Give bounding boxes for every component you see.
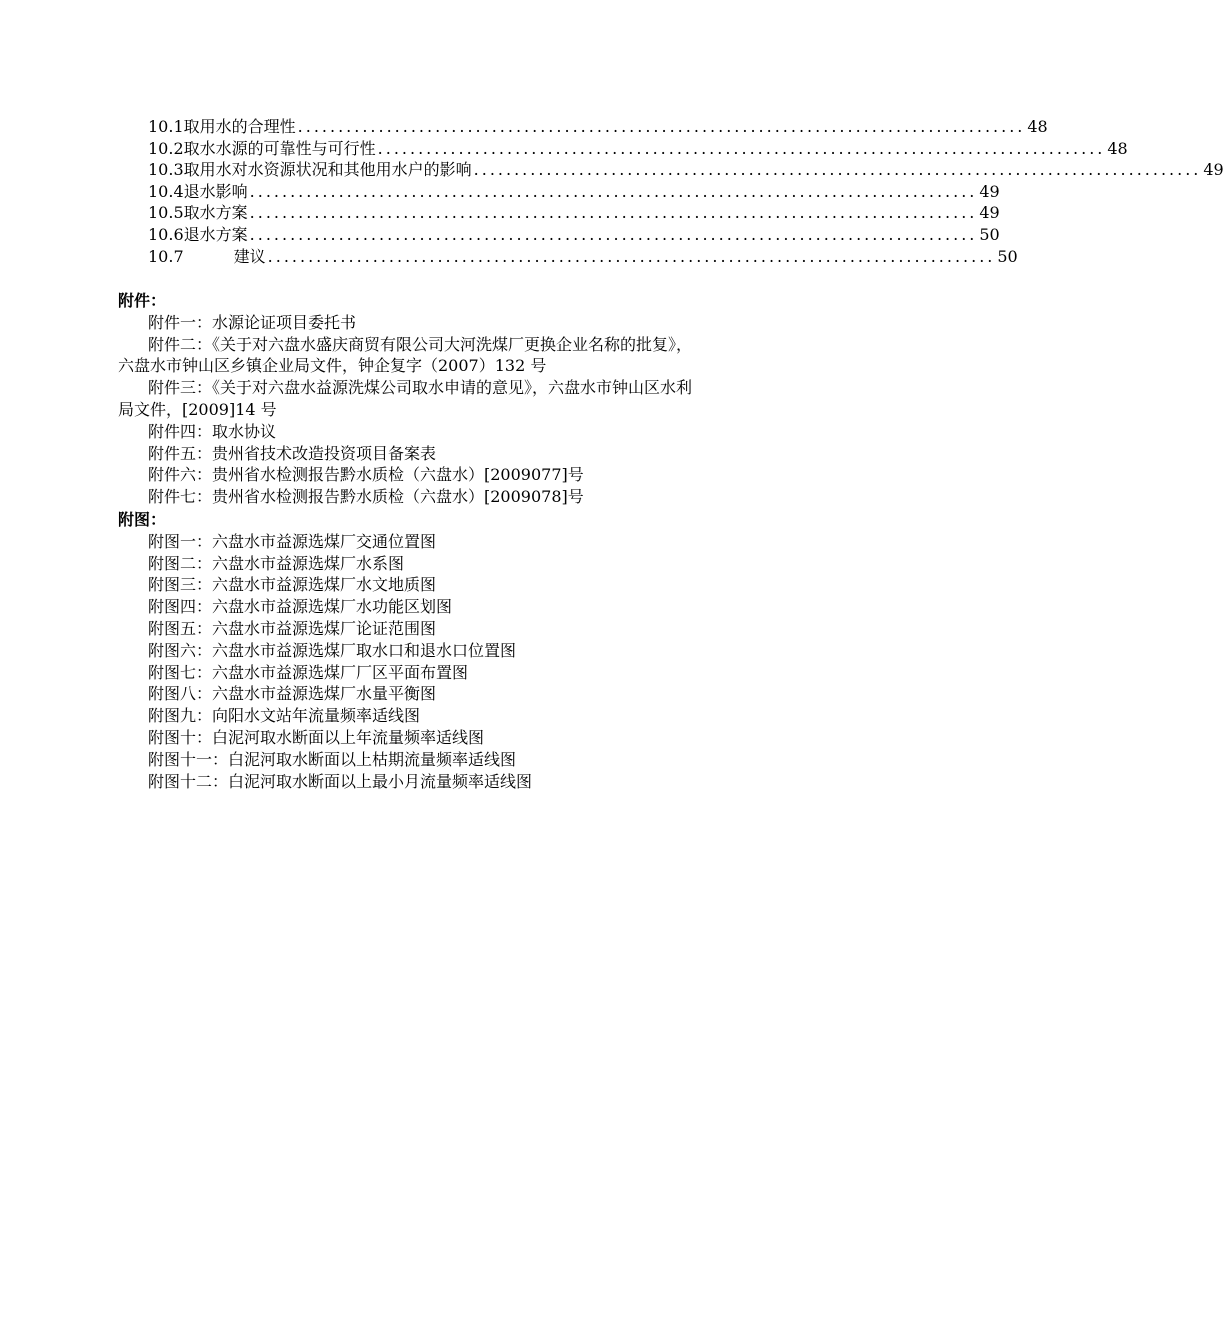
toc-page-number: 50 [979, 224, 1000, 244]
toc-leader: .......................................................................................... [297, 117, 1026, 136]
toc-number: 10.2 [148, 138, 184, 158]
figure-item: 附图三：六盘水市益源选煤厂水文地质图 [148, 575, 437, 595]
attachment-item-line: 局文件，[2009]14 号 [118, 399, 277, 419]
attachment-item: 附件一：水源论证项目委托书 [148, 312, 357, 332]
attachment-item: 附件七：贵州省水检测报告黔水质检（六盘水）[2009078]号 [148, 487, 584, 507]
toc-leader: .......................................................................................... [249, 181, 978, 201]
toc-title: 退水方案 [183, 224, 248, 244]
toc-number: 10.4 [148, 181, 184, 201]
toc-title: 建议 [233, 246, 266, 266]
toc-page-number: 49 [1203, 160, 1224, 180]
toc-leader: .......................................................................................... [249, 203, 978, 223]
toc-number: 10.3 [148, 160, 184, 180]
toc-leader: .......................................................................................... [377, 138, 1106, 158]
attachment-item: 附件五：贵州省技术改造投资项目备案表 [148, 443, 437, 463]
toc-title: 取用水对水资源状况和其他用水户的影响 [183, 160, 472, 180]
figure-item: 附图四：六盘水市益源选煤厂水功能区划图 [148, 597, 453, 617]
toc-page-number: 48 [1027, 117, 1048, 136]
figure-item: 附图六：六盘水市益源选煤厂取水口和退水口位置图 [148, 640, 517, 660]
attachment-item-line: 六盘水市钟山区乡镇企业局文件，钟企复字（2007）132 号 [118, 356, 547, 376]
toc-leader: .......................................................................................... [249, 224, 978, 244]
figure-item: 附图十二：白泥河取水断面以上最小月流量频率适线图 [148, 771, 533, 791]
toc-page-number: 49 [979, 203, 1000, 223]
figure-item: 附图七：六盘水市益源选煤厂厂区平面布置图 [148, 662, 469, 682]
toc-number: 10.7 [148, 246, 184, 266]
toc-leader: .......................................................................................... [473, 160, 1202, 180]
toc-leader: .......................................................................................... [267, 246, 996, 266]
toc-entry[interactable] [148, 116, 1048, 138]
toc-title: 取水水源的可靠性与可行性 [183, 138, 376, 158]
figure-item: 附图一：六盘水市益源选煤厂交通位置图 [148, 531, 437, 551]
figure-item: 附图二：六盘水市益源选煤厂水系图 [148, 553, 405, 573]
figure-item: 附图八：六盘水市益源选煤厂水量平衡图 [148, 684, 437, 704]
toc-page-number: 49 [979, 181, 1000, 201]
attachments-heading: 附件： [118, 291, 167, 310]
toc-title: 退水影响 [183, 181, 248, 201]
figures-section [118, 509, 838, 792]
toc-entry[interactable] [148, 224, 1000, 246]
attachment-item-line: 附件二：《关于对六盘水盛庆商贸有限公司大河洗煤厂更换企业名称的批复》， [148, 334, 693, 354]
attachment-item: 附件四：取水协议 [148, 421, 277, 441]
figure-item: 附图十：白泥河取水断面以上年流量频率适线图 [148, 727, 485, 747]
figures-heading: 附图： [118, 510, 167, 529]
toc-entry[interactable] [148, 202, 1000, 224]
attachment-item-line: 附件三：《关于对六盘水益源洗煤公司取水申请的意见》，六盘水市钟山区水利 [148, 378, 693, 398]
attachments-section [118, 290, 838, 508]
table-of-contents [148, 116, 1224, 267]
figure-item: 附图九：向阳水文站年流量频率适线图 [148, 706, 421, 726]
toc-entry[interactable] [148, 159, 1224, 181]
toc-entry[interactable] [148, 246, 1018, 268]
toc-title: 取用水的合理性 [183, 117, 296, 136]
toc-number: 10.5 [148, 203, 184, 223]
toc-number: 10.6 [148, 224, 184, 244]
toc-entry[interactable] [148, 181, 1000, 203]
figure-item: 附图五：六盘水市益源选煤厂论证范围图 [148, 618, 437, 638]
toc-number: 10.1 [148, 117, 184, 136]
toc-page-number: 50 [997, 246, 1018, 266]
attachment-item [118, 334, 838, 378]
toc-entry[interactable] [148, 138, 1128, 160]
attachment-item: 附件六：贵州省水检测报告黔水质检（六盘水）[2009077]号 [148, 465, 584, 485]
toc-page-number: 48 [1107, 138, 1128, 158]
attachment-item [118, 377, 838, 421]
toc-title: 取水方案 [183, 203, 248, 223]
figure-item: 附图十一：白泥河取水断面以上枯期流量频率适线图 [148, 749, 517, 769]
